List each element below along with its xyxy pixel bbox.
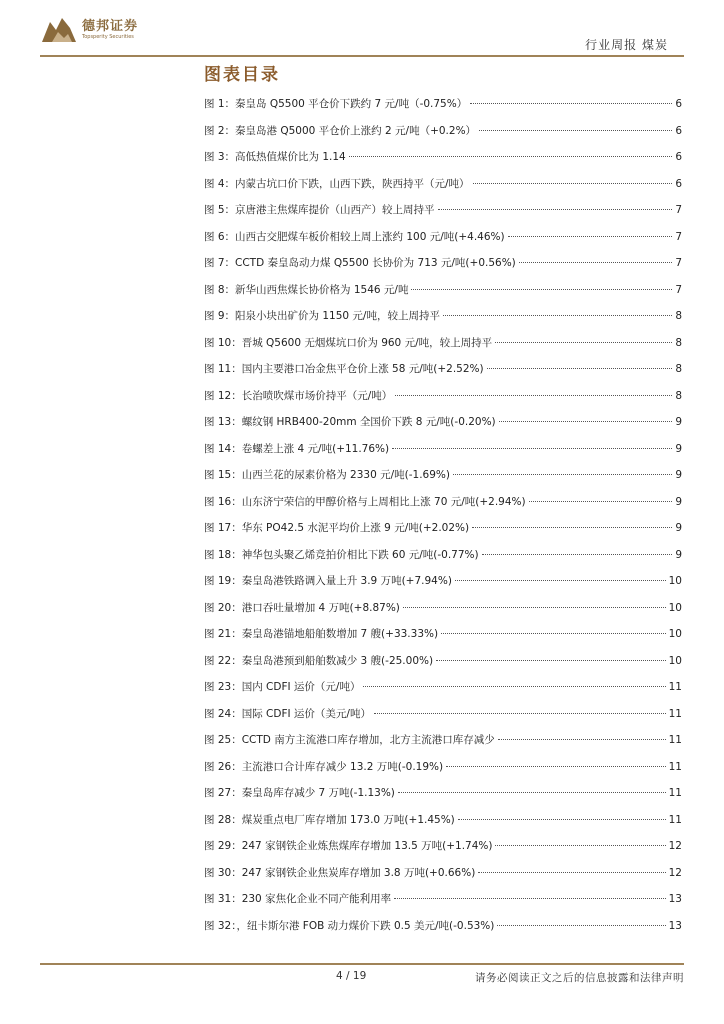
report-category: 行业周报 煤炭 — [585, 38, 668, 52]
toc-leader-dots — [498, 739, 666, 740]
logo-chinese-name: 德邦证券 — [82, 19, 139, 34]
toc-entry[interactable] — [204, 441, 682, 468]
toc-leader-dots — [473, 183, 673, 184]
toc-entry-page: 7 — [675, 230, 682, 243]
toc-entry-label: 图 8：新华山西焦煤长协价格为 1546 元/吨 — [204, 283, 409, 296]
toc-entry[interactable] — [204, 865, 682, 892]
toc-entry[interactable] — [204, 282, 682, 309]
toc-entry-page: 6 — [675, 151, 682, 163]
toc-entry-label: 图 13：螺纹钢 HRB400-20mm 全国价下跌 8 元/吨(-0.20%) — [204, 416, 496, 428]
toc-leader-dots — [398, 792, 666, 793]
footer-divider — [40, 963, 684, 965]
toc-entry-label: 图 10：晋城 Q5600 无烟煤坑口价为 960 元/吨，较上周持平 — [204, 336, 493, 349]
toc-entry[interactable] — [204, 626, 682, 653]
toc-entry-page: 6 — [675, 124, 682, 137]
toc-entry-page: 8 — [675, 363, 682, 375]
toc-entry-label: 图 15：山西兰花的尿素价格为 2330 元/吨(-1.69%) — [204, 469, 450, 481]
toc-entry-label: 图 20：港口吞吐量增加 4 万吨(+8.87%) — [204, 601, 400, 614]
toc-entry-page: 9 — [675, 522, 682, 534]
toc-leader-dots — [443, 315, 672, 316]
toc-entry[interactable] — [204, 123, 682, 150]
toc-leader-dots — [455, 580, 666, 581]
company-logo — [40, 16, 138, 44]
toc-entry[interactable] — [204, 176, 682, 203]
toc-entry-label: 图 26：主流港口合计库存减少 13.2 万吨(-0.19%) — [204, 760, 444, 773]
toc-entry[interactable] — [204, 547, 682, 574]
toc-entry-label: 图 28：煤炭重点电厂库存增加 173.0 万吨(+1.45%) — [204, 813, 455, 826]
toc-entry-page: 11 — [668, 787, 682, 799]
toc-leader-dots — [470, 103, 672, 104]
toc-entry-page: 8 — [675, 336, 682, 349]
toc-leader-dots — [499, 421, 673, 422]
toc-leader-dots — [479, 130, 672, 131]
toc-entry-label: 图 4：内蒙古坑口价下跌，山西下跌，陕西持平（元/吨） — [204, 177, 470, 190]
toc-entry-label: 图 3：高低热值煤价比为 1.14 — [204, 151, 346, 163]
toc-entry-page: 10 — [668, 654, 682, 667]
toc-entry[interactable] — [204, 785, 682, 812]
logo-english-name: Topsperity Securities — [82, 34, 134, 40]
toc-entry-label: 图 17：华东 PO42.5 水泥平均价上涨 9 元/吨(+2.02%) — [204, 522, 470, 534]
toc-leader-dots — [374, 713, 666, 714]
header-divider — [40, 55, 684, 57]
toc-entry[interactable] — [204, 520, 682, 547]
toc-entry[interactable] — [204, 229, 682, 256]
toc-entry-page: 7 — [675, 257, 682, 269]
toc-entry[interactable] — [204, 573, 682, 600]
toc-leader-dots — [446, 766, 666, 767]
toc-leader-dots — [392, 448, 672, 449]
toc-entry[interactable] — [204, 202, 682, 229]
toc-entry[interactable] — [204, 600, 682, 627]
toc-entry-page: 9 — [675, 548, 682, 561]
toc-entry[interactable] — [204, 308, 682, 335]
toc-leader-dots — [436, 660, 666, 661]
toc-entry-label: 图 30：247 家钢铁企业焦炭库存增加 3.8 万吨(+0.66%) — [204, 866, 476, 879]
toc-entry-page: 7 — [675, 204, 682, 216]
toc-entry-label: 图 29：247 家钢铁企业炼焦煤库存增加 13.5 万吨(+1.74%) — [204, 840, 493, 852]
toc-entry-label: 图 25：CCTD 南方主流港口库存增加，北方主流港口库存减少 — [204, 734, 495, 746]
legal-disclaimer: 请务必阅读正文之后的信息披露和法律声明 — [475, 972, 684, 984]
toc-entry-label: 图 27：秦皇岛库存减少 7 万吨(-1.13%) — [204, 787, 395, 799]
toc-entry-label: 图 2：秦皇岛港 Q5000 平仓价上涨约 2 元/吨（+0.2%） — [204, 124, 477, 137]
toc-entry-page: 6 — [675, 177, 682, 190]
toc-leader-dots — [403, 607, 666, 608]
toc-entry-label: 图 18：神华包头聚乙烯竞拍价相比下跌 60 元/吨(-0.77%) — [204, 548, 479, 561]
toc-entry[interactable] — [204, 335, 682, 362]
toc-entry-page: 11 — [668, 707, 682, 720]
toc-leader-dots — [497, 925, 665, 926]
toc-entry-page: 11 — [668, 760, 682, 773]
toc-entry-page: 9 — [675, 469, 682, 481]
toc-entry[interactable] — [204, 812, 682, 839]
toc-entry-page: 12 — [668, 866, 682, 879]
toc-entry[interactable] — [204, 679, 682, 706]
toc-entry-page: 13 — [668, 893, 682, 905]
toc-leader-dots — [411, 289, 672, 290]
toc-entry-label: 图 1：秦皇岛 Q5500 平仓价下跌约 7 元/吨（-0.75%） — [204, 98, 468, 110]
toc-entry-page: 8 — [675, 310, 682, 322]
toc-entry-page: 10 — [668, 628, 682, 640]
toc-entry-page: 7 — [675, 283, 682, 296]
toc-entry[interactable] — [204, 361, 682, 388]
toc-leader-dots — [519, 262, 673, 263]
toc-leader-dots — [495, 342, 672, 343]
toc-leader-dots — [487, 368, 673, 369]
toc-entry-label: 图 32：，纽卡斯尔港 FOB 动力煤价下跌 0.5 美元/吨(-0.53%) — [204, 919, 495, 932]
toc-leader-dots — [495, 845, 665, 846]
toc-entry-label: 图 14：卷螺差上涨 4 元/吨(+11.76%) — [204, 442, 390, 455]
toc-entry[interactable] — [204, 759, 682, 786]
toc-entry-label: 图 23：国内 CDFI 运价（元/吨） — [204, 681, 361, 693]
logo-mark-icon — [40, 16, 78, 44]
toc-leader-dots — [478, 872, 665, 873]
toc-entry-page: 8 — [675, 389, 682, 402]
toc-leader-dots — [349, 156, 673, 157]
toc-entry-label: 图 7：CCTD 秦皇岛动力煤 Q5500 长协价为 713 元/吨(+0.56%) — [204, 257, 516, 269]
toc-entry[interactable] — [204, 494, 682, 521]
toc-leader-dots — [441, 633, 666, 634]
toc-entry-page: 6 — [675, 98, 682, 110]
toc-leader-dots — [458, 819, 666, 820]
toc-entry-page: 11 — [668, 734, 682, 746]
toc-entry[interactable] — [204, 918, 682, 945]
toc-entry-label: 图 12：长治喷吹煤市场价持平（元/吨） — [204, 389, 393, 402]
toc-entry-page: 11 — [668, 813, 682, 826]
toc-entry-label: 图 24：国际 CDFI 运价（美元/吨） — [204, 707, 371, 720]
toc-entry-label: 图 9：阳泉小块出矿价为 1150 元/吨，较上周持平 — [204, 310, 440, 322]
toc-entry[interactable] — [204, 467, 682, 494]
toc-entry-label: 图 31：230 家焦化企业不同产能利用率 — [204, 893, 392, 905]
toc-entry-page: 9 — [675, 495, 682, 508]
toc-entry[interactable] — [204, 388, 682, 415]
toc-entry-page: 10 — [668, 575, 682, 587]
toc-entry[interactable] — [204, 653, 682, 680]
toc-entry[interactable] — [204, 255, 682, 282]
toc-entry[interactable] — [204, 732, 682, 759]
toc-entry[interactable] — [204, 149, 682, 176]
page-number: 4 / 19 — [336, 970, 367, 982]
toc-entry[interactable] — [204, 706, 682, 733]
toc-entry-page: 9 — [675, 416, 682, 428]
toc-entry-label: 图 16：山东济宁荣信的甲醇价格与上周相比上涨 70 元/吨(+2.94%) — [204, 495, 526, 508]
toc-entry-label: 图 11：国内主要港口冶金焦平仓价上涨 58 元/吨(+2.52%) — [204, 363, 484, 375]
toc-entry[interactable] — [204, 96, 682, 123]
toc-entry-label: 图 5：京唐港主焦煤库提价（山西产）较上周持平 — [204, 204, 435, 216]
toc-leader-dots — [363, 686, 665, 687]
toc-leader-dots — [394, 898, 666, 899]
toc-entry[interactable] — [204, 414, 682, 441]
page-header — [0, 0, 724, 62]
toc-entry-page: 12 — [668, 840, 682, 852]
toc-entry-page: 10 — [668, 601, 682, 614]
toc-leader-dots — [508, 236, 673, 237]
toc-title: 图表目录 — [204, 65, 280, 85]
toc-entry-label: 图 22：秦皇岛港预到船舶数减少 3 艘(-25.00%) — [204, 654, 434, 667]
toc-leader-dots — [395, 395, 672, 396]
toc-entry-label: 图 19：秦皇岛港铁路调入量上升 3.9 万吨(+7.94%) — [204, 575, 452, 587]
toc-leader-dots — [453, 474, 672, 475]
figure-list — [204, 96, 682, 944]
toc-entry[interactable] — [204, 891, 682, 918]
toc-entry-label: 图 6：山西古交肥煤车板价相较上周上涨约 100 元/吨(+4.46%) — [204, 230, 505, 243]
toc-leader-dots — [482, 554, 673, 555]
toc-entry-page: 13 — [668, 919, 682, 932]
toc-entry[interactable] — [204, 838, 682, 865]
toc-leader-dots — [472, 527, 672, 528]
toc-entry-label: 图 21：秦皇岛港锚地船舶数增加 7 艘(+33.33%) — [204, 628, 439, 640]
toc-leader-dots — [529, 501, 673, 502]
toc-entry-page: 11 — [668, 681, 682, 693]
toc-leader-dots — [438, 209, 673, 210]
toc-entry-page: 9 — [675, 442, 682, 455]
